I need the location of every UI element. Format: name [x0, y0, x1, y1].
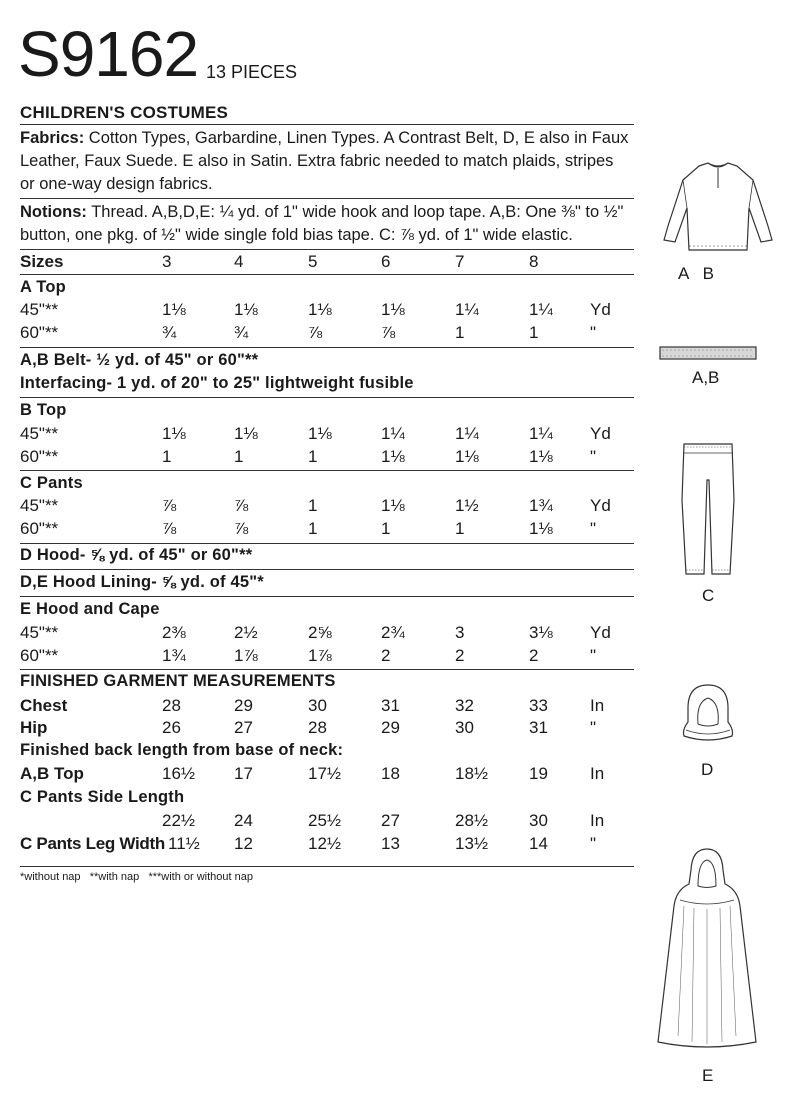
unit-label: In — [590, 696, 605, 715]
yardage-row — [20, 323, 634, 345]
measure-label: Chest — [20, 696, 68, 715]
measure-value: 25½ — [308, 811, 342, 830]
unit-label: " — [590, 718, 597, 737]
section-title: CHILDREN'S COSTUMES — [20, 103, 229, 122]
yardage-row — [20, 623, 634, 645]
yardage-row — [20, 300, 634, 322]
yardage-value: 1⅞ — [308, 646, 332, 665]
yardage-value: 1 — [381, 519, 391, 538]
unit-label: Yd — [590, 496, 611, 515]
size-value: 7 — [455, 252, 465, 271]
measure-value: 14 — [529, 834, 548, 853]
notions-label: Notions: — [20, 203, 87, 221]
width-label: 45"** — [20, 424, 59, 443]
yardage-value: 3 — [455, 623, 465, 642]
measure-value: 17½ — [308, 764, 342, 783]
hood-lining-text: D,E Hood Lining- ⅝ yd. of 45"* — [20, 573, 264, 591]
pants-side-title: C Pants Side Length — [20, 788, 185, 806]
b-top-title: B Top — [20, 401, 67, 419]
width-label: 45"** — [20, 496, 59, 515]
yardage-value: 1⅛ — [529, 519, 553, 538]
yardage-value: ⅞ — [234, 496, 249, 515]
unit-label: Yd — [590, 623, 611, 642]
figure-label-e: E — [702, 1066, 714, 1085]
figure-label-d: D — [701, 760, 714, 779]
divider — [20, 596, 634, 597]
fabrics-block — [20, 127, 635, 196]
pants-illustration — [676, 440, 740, 580]
measure-label: Hip — [20, 718, 48, 737]
divider — [20, 543, 634, 544]
measure-label: C Pants Leg Width — [20, 834, 165, 853]
yardage-value: 1⅞ — [234, 646, 258, 665]
measurement-row — [20, 811, 634, 833]
notions-line2: button, one pkg. of ½" wide single fold bias tape. C: ⅞ yd. of 1" wide elastic. — [20, 226, 573, 244]
yardage-row — [20, 447, 634, 469]
measure-value: 13 — [381, 834, 400, 853]
measure-value: 32 — [455, 696, 474, 715]
measure-value: 30 — [455, 718, 474, 737]
yardage-value: ¾ — [162, 323, 177, 342]
divider — [20, 347, 634, 348]
yardage-value: 1 — [162, 447, 172, 466]
fabrics-line2: Leather, Faux Suede. E also in Satin. Extra fabric needed to match plaids, stripes — [20, 152, 614, 170]
yardage-value: 1 — [455, 323, 465, 342]
width-label: 60"** — [20, 447, 59, 466]
footnote — [20, 871, 253, 883]
yardage-value: ¾ — [234, 323, 249, 342]
width-label: 60"** — [20, 519, 59, 538]
fabrics-line1: Cotton Types, Garbardine, Linen Types. A Contrast Belt, D, E also in Faux — [88, 129, 629, 147]
measure-value: 31 — [529, 718, 548, 737]
yardage-value: 3⅛ — [529, 623, 553, 642]
divider — [20, 569, 634, 570]
size-value: 6 — [381, 252, 391, 271]
unit-label: " — [590, 834, 597, 853]
a-top-title: A Top — [20, 278, 66, 296]
belt-text: A,B Belt- ½ yd. of 45" or 60"** — [20, 351, 259, 369]
unit-label: Yd — [590, 300, 611, 319]
yardage-value: 1⅛ — [308, 300, 332, 319]
yardage-value: 1⅛ — [308, 424, 332, 443]
divider — [20, 470, 634, 471]
yardage-row — [20, 496, 634, 518]
measurement-row — [20, 834, 634, 856]
yardage-value: 2⅝ — [308, 623, 332, 642]
measure-value: 13½ — [455, 834, 489, 853]
yardage-row — [20, 646, 634, 668]
measure-value: 24 — [234, 811, 253, 830]
yardage-value: 1⅛ — [529, 447, 553, 466]
belt-illustration — [658, 344, 760, 362]
cape-illustration — [654, 846, 760, 1052]
yardage-value: 1¾ — [162, 646, 186, 665]
unit-label: In — [590, 811, 605, 830]
unit-label: " — [590, 646, 597, 665]
sizes-row — [20, 252, 634, 274]
size-value: 5 — [308, 252, 318, 271]
size-value: 4 — [234, 252, 244, 271]
footnote-with-or-without-nap: ***with or without nap — [148, 871, 253, 883]
yardage-value: 1⅛ — [381, 447, 405, 466]
pieces-count: 13 PIECES — [206, 62, 298, 82]
unit-label: " — [590, 323, 597, 342]
e-cape-title: E Hood and Cape — [20, 600, 160, 618]
yardage-value: 2 — [381, 646, 391, 665]
measure-value: 22½ — [162, 811, 196, 830]
notions-line1: Thread. A,B,D,E: ¼ yd. of 1" wide hook and loop tape. A,B: One ⅜" to ½" — [91, 203, 624, 221]
c-pants-title: C Pants — [20, 474, 83, 492]
yardage-value: 1¼ — [529, 424, 553, 443]
measure-value: 28 — [308, 718, 327, 737]
width-label: 45"** — [20, 300, 59, 319]
width-label: 60"** — [20, 323, 59, 342]
back-length-title: Finished back length from base of neck: — [20, 741, 344, 759]
measure-value: 30 — [308, 696, 327, 715]
footnote-without-nap: *without nap — [20, 871, 81, 883]
notions-block — [20, 201, 635, 247]
measure-value: 28½ — [455, 811, 489, 830]
yardage-value: 1⅛ — [234, 424, 258, 443]
yardage-row — [20, 519, 634, 541]
measure-value: 18½ — [455, 764, 489, 783]
sizes-label: Sizes — [20, 252, 64, 271]
yardage-value: 1 — [529, 323, 539, 342]
fabrics-line3: or one-way design fabrics. — [20, 175, 213, 193]
yardage-value: 1⅛ — [381, 300, 405, 319]
yardage-value: 2⅜ — [162, 623, 186, 642]
unit-label: In — [590, 764, 605, 783]
d-hood-text: D Hood- ⅝ yd. of 45" or 60"** — [20, 546, 253, 564]
finished-title: FINISHED GARMENT MEASUREMENTS — [20, 672, 336, 690]
measure-value: 19 — [529, 764, 548, 783]
measure-value: 18 — [381, 764, 400, 783]
yardage-value: 2 — [529, 646, 539, 665]
divider — [20, 397, 634, 398]
measurement-row — [20, 764, 634, 786]
measurement-row — [20, 696, 634, 718]
yardage-value: 1 — [308, 519, 318, 538]
divider — [20, 274, 634, 275]
measure-value: 29 — [234, 696, 253, 715]
yardage-value: ⅞ — [234, 519, 249, 538]
size-value: 8 — [529, 252, 539, 271]
yardage-value: 1 — [234, 447, 244, 466]
measure-value: 12½ — [308, 834, 342, 853]
unit-label: " — [590, 447, 597, 466]
pattern-number: S9162 — [18, 18, 199, 90]
yardage-row — [20, 424, 634, 446]
measure-value: 28 — [162, 696, 181, 715]
size-value: 3 — [162, 252, 172, 271]
yardage-value: 1 — [455, 519, 465, 538]
hood-illustration — [678, 682, 738, 746]
figure-label-belt: A,B — [692, 368, 720, 387]
footnote-with-nap: **with nap — [89, 871, 140, 883]
yardage-value: 1¼ — [381, 424, 405, 443]
yardage-value: 1⅛ — [162, 424, 186, 443]
measure-value: 16½ — [162, 764, 196, 783]
interfacing-text: Interfacing- 1 yd. of 20" to 25" lightweight fusible — [20, 374, 414, 392]
measure-value: 27 — [234, 718, 253, 737]
yardage-value: ⅞ — [162, 519, 177, 538]
yardage-value: 1¼ — [455, 424, 479, 443]
divider — [20, 866, 634, 867]
divider — [20, 198, 634, 199]
measure-value: 26 — [162, 718, 181, 737]
measure-value: 30 — [529, 811, 548, 830]
yardage-value: 1¾ — [529, 496, 553, 515]
yardage-value: 1 — [308, 496, 318, 515]
measure-value: 27 — [381, 811, 400, 830]
unit-label: Yd — [590, 424, 611, 443]
width-label: 45"** — [20, 623, 59, 642]
yardage-value: 2 — [455, 646, 465, 665]
measure-value: 29 — [381, 718, 400, 737]
width-label: 60"** — [20, 646, 59, 665]
figure-label-c: C — [702, 586, 715, 605]
divider — [20, 249, 634, 250]
measurement-row — [20, 718, 634, 740]
yardage-value: 1½ — [455, 496, 479, 515]
yardage-value: 1⅛ — [234, 300, 258, 319]
top-illustration — [652, 160, 794, 262]
measure-value: 11½ — [168, 834, 200, 853]
divider — [20, 669, 634, 670]
measure-value: 17 — [234, 764, 253, 783]
measure-label: A,B Top — [20, 764, 84, 783]
yardage-value: 1⅛ — [455, 447, 479, 466]
yardage-value: ⅞ — [162, 496, 177, 515]
yardage-value: 1¼ — [455, 300, 479, 319]
yardage-value: 1⅛ — [162, 300, 186, 319]
measure-value: 12 — [234, 834, 253, 853]
divider — [20, 124, 634, 125]
yardage-value: 1 — [308, 447, 318, 466]
yardage-value: 1¼ — [529, 300, 553, 319]
unit-label: " — [590, 519, 597, 538]
measure-value: 33 — [529, 696, 548, 715]
yardage-value: 2¾ — [381, 623, 405, 642]
yardage-value: 2½ — [234, 623, 258, 642]
figure-label-ab: A B — [678, 264, 714, 283]
yardage-value: 1⅛ — [381, 496, 405, 515]
yardage-value: ⅞ — [308, 323, 323, 342]
measure-value: 31 — [381, 696, 400, 715]
yardage-value: ⅞ — [381, 323, 396, 342]
fabrics-label: Fabrics: — [20, 129, 85, 147]
